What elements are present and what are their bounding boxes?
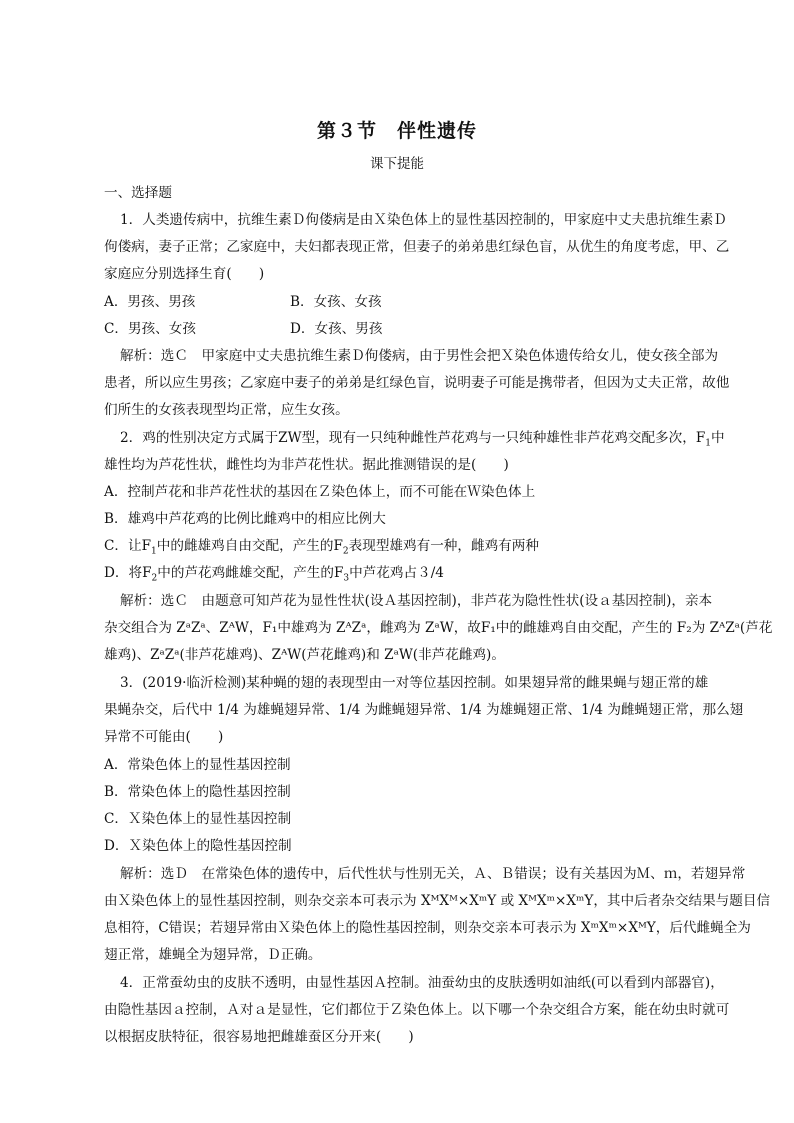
q3-stem-line: 果蝇杂交，后代中 1/4 为雄蝇翅异常、1/4 为雌蝇翅异常、1/4 为雄蝇翅正常、1/4 为雌蝇翅正常，那么翅 xyxy=(104,702,744,718)
q3-option-b: B．常染色体上的隐性基因控制 xyxy=(104,784,291,800)
q1-option-d: D．女孩、男孩 xyxy=(290,321,383,337)
q1-stem-line: 1．人类遗传病中，抗维生素Ｄ佝偻病是由Ｘ染色体上的显性基因控制的，甲家庭中丈夫患抗维生素Ｄ xyxy=(120,212,727,228)
q3-option-a: A．常染色体上的显性基因控制 xyxy=(104,757,291,773)
q3-stem-line: 3．(2019·临沂检测)某种蝇的翅的表现型由一对等位基因控制。如果翅异常的雌果蝇与翅正常的雄 xyxy=(120,675,709,691)
q2-option-b: B．雄鸡中芦花鸡的比例比雌鸡中的相应比例大 xyxy=(104,511,386,527)
page-subtitle: 课下提能 xyxy=(370,156,424,172)
q4-stem-line: 4．正常蚕幼虫的皮肤不透明，由显性基因Ａ控制。油蚕幼虫的皮肤透明如油纸(可以看到内部器官)， xyxy=(120,975,724,991)
q1-option-c: C．男孩、女孩 xyxy=(104,321,196,337)
q1-stem-line: 佝偻病，妻子正常；乙家庭中，夫妇都表现正常，但妻子的弟弟患红绿色盲，从优生的角度考虑，甲、乙 xyxy=(104,239,730,255)
q2-analysis-line: 杂交组合为 ZᵃZᵃ、ZᴬW，F₁中雄鸡为 ZᴬZᵃ，雌鸡为 ZᵃW，故F₁中的雌雄鸡自由交配，产生的 F₂为 ZᴬZᵃ(芦花 xyxy=(104,620,773,636)
q2-stem-line: 2．鸡的性别决定方式属于ZW型，现有一只纯种雌性芦花鸡与一只纯种雄性非芦花鸡交配多次，$F_1$中 xyxy=(120,430,725,449)
q1-analysis-line: 患者，所以应生男孩；乙家庭中妻子的弟弟是红绿色盲，说明妻子可能是携带者，但因为丈夫正常，故他 xyxy=(104,375,730,391)
q3-analysis-line: 解析：选Ｄ 在常染色体的遗传中，后代性状与性别无关，Ａ、Ｂ错误；设有关基因为Ｍ、ｍ，若翅异常 xyxy=(120,866,746,882)
q2-stem-line: 雄性均为芦花性状，雌性均为非芦花性状。据此推测错误的是( ) xyxy=(104,457,509,473)
q3-analysis-line: 翅正常，雄蝇全为翅异常，Ｄ正确。 xyxy=(104,947,322,963)
q4-stem-line: 由隐性基因ａ控制，Ａ对ａ是显性，它们都位于Ｚ染色体上。以下哪一个杂交组合方案，能在幼虫时就可 xyxy=(104,1002,730,1018)
q2-analysis-line: 解析：选Ｃ 由题意可知芦花为显性性状(设Ａ基因控制)，非芦花为隐性性状(设ａ基因控制)，亲本 xyxy=(120,593,713,609)
q1-stem-line: 家庭应分别选择生育( ) xyxy=(104,266,265,282)
q1-option-b: B．女孩、女孩 xyxy=(290,294,382,310)
q2-option-c: C．让$F_1$中的雌雄鸡自由交配，产生的$F_2$表现型雄鸡有一种，雌鸡有两种 xyxy=(104,538,539,557)
q3-option-c: C．Ｘ染色体上的显性基因控制 xyxy=(104,811,292,827)
section-heading: 一、选择题 xyxy=(104,185,172,201)
q4-stem-line: 以根据皮肤特征，很容易地把雌雄蚕区分开来( ) xyxy=(104,1029,414,1045)
q3-option-d: D．Ｘ染色体上的隐性基因控制 xyxy=(104,838,292,854)
q2-analysis-line: 雄鸡)、ZᵃZᵃ(非芦花雄鸡)、ZᴬW(芦花雌鸡)和 ZᵃW(非芦花雌鸡)。 xyxy=(104,647,505,663)
q3-analysis-line: 息相符，C错误；若翅异常由Ｘ染色体上的隐性基因控制，则杂交亲本可表示为 XᵐXᵐ×XᴹY，后代雌蝇全为 xyxy=(104,920,751,936)
q3-stem-line: 异常不可能由( ) xyxy=(104,729,224,745)
q1-analysis-line: 解析：选Ｃ 甲家庭中丈夫患抗维生素Ｄ佝偻病，由于男性会把Ｘ染色体遗传给女儿，使女孩全部为 xyxy=(120,348,719,364)
q1-analysis-line: 们所生的女孩表现型均正常，应生女孩。 xyxy=(104,402,349,418)
page-title: 第３节 伴性遗传 xyxy=(316,120,477,142)
q1-option-a: A．男孩、男孩 xyxy=(104,294,196,310)
q2-option-d: D．将$F_2$中的芦花鸡雌雄交配，产生的$F_3$中芦花鸡占３/4 xyxy=(104,565,444,584)
q2-option-a: A．控制芦花和非芦花性状的基因在Ｚ染色体上，而不可能在Ｗ染色体上 xyxy=(104,484,536,500)
q3-analysis-line: 由Ｘ染色体上的显性基因控制，则杂交亲本可表示为 XᴹXᴹ×XᵐY 或 XᴹXᵐ×XᵐY，其中后者杂交结果与题目信 xyxy=(104,893,771,909)
